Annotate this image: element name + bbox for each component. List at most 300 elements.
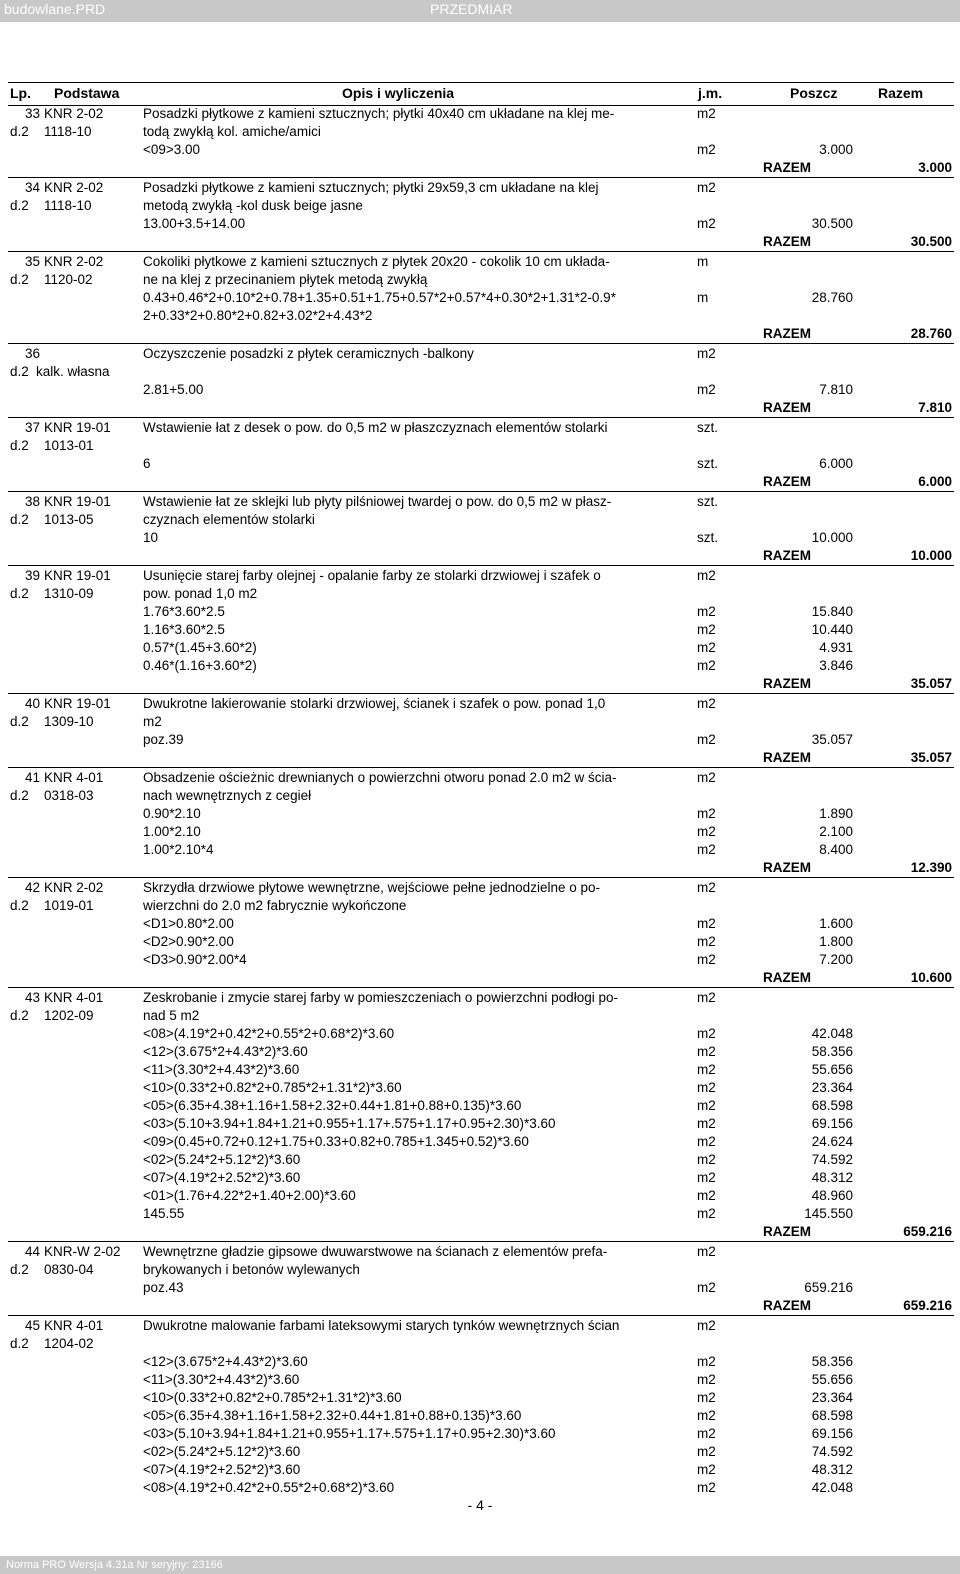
row-quantity: 58.356 — [811, 1354, 853, 1369]
row-unit: m2 — [697, 1244, 716, 1259]
razem-value: 10.000 — [910, 548, 952, 563]
row-text: metodą zwykłą -kol dusk beige jasne — [143, 198, 363, 213]
entry-basis: KNR 19-01 1309-10 — [44, 696, 111, 729]
row-text: <03>(5.10+3.94+1.84+1.21+0.955+1.17+.575+1.17+0.95+2.30)*3.60 — [143, 1116, 556, 1131]
calc-row — [143, 529, 954, 547]
table-entry — [8, 768, 954, 878]
row-text: Dwukrotne malowanie farbami lateksowymi starych tynków wewnętrznych ścian — [143, 1318, 620, 1333]
razem-value: 35.057 — [910, 750, 952, 765]
row-quantity: 10.000 — [811, 530, 853, 545]
entry-basis: KNR 2-02 1118-10 — [44, 180, 104, 213]
razem-label: RAZEM — [763, 326, 811, 341]
row-text: <02>(5.24*2+5.12*2)*3.60 — [143, 1152, 301, 1167]
row-text: <03>(5.10+3.94+1.84+1.21+0.955+1.17+.575+1.17+0.95+2.30)*3.60 — [143, 1426, 556, 1441]
table-entry — [8, 1316, 954, 1497]
row-unit: m — [697, 254, 709, 269]
row-text: 1.16*3.60*2.5 — [143, 622, 225, 637]
calc-row — [143, 1479, 954, 1497]
row-quantity: 74.592 — [811, 1444, 853, 1459]
row-quantity: 3.000 — [819, 142, 853, 157]
entry-basis: KNR 19-01 1013-05 — [44, 494, 111, 527]
row-quantity: 69.156 — [811, 1426, 853, 1441]
row-unit: m2 — [697, 990, 716, 1005]
razem-label: RAZEM — [763, 1298, 811, 1313]
row-unit: m2 — [697, 1426, 716, 1441]
entry-basis: KNR 4-01 1202-09 — [44, 990, 104, 1023]
razem-row — [143, 159, 954, 177]
entry-basis: KNR 19-01 1013-01 — [44, 420, 111, 453]
row-text: poz.39 — [143, 732, 184, 747]
calc-row — [143, 1061, 954, 1079]
row-quantity: 10.440 — [811, 622, 853, 637]
table-entry — [8, 878, 954, 988]
col-jm: j.m. — [698, 85, 723, 101]
row-text: <08>(4.19*2+0.42*2+0.55*2+0.68*2)*3.60 — [143, 1480, 395, 1495]
calc-row — [143, 1097, 954, 1115]
razem-label: RAZEM — [763, 970, 811, 985]
row-quantity: 68.598 — [811, 1098, 853, 1113]
razem-value: 7.810 — [918, 400, 952, 415]
razem-label: RAZEM — [763, 474, 811, 489]
razem-value: 35.057 — [910, 676, 952, 691]
calc-row — [143, 1443, 954, 1461]
table-entry — [8, 344, 954, 418]
calc-row — [143, 307, 954, 325]
row-quantity: 8.400 — [819, 842, 853, 857]
header-doc-title: PRZEDMIAR — [430, 1, 513, 17]
row-quantity: 23.364 — [811, 1080, 853, 1095]
calc-row — [143, 1279, 954, 1297]
table-entry — [8, 418, 954, 492]
row-quantity: 48.960 — [811, 1188, 853, 1203]
razem-value: 6.000 — [918, 474, 952, 489]
calc-row — [143, 1115, 954, 1133]
row-unit: m2 — [697, 1098, 716, 1113]
entry-number: 34 d.2 — [10, 180, 40, 213]
razem-row — [143, 233, 954, 251]
row-text: todą zwykłą kol. amiche/amici — [143, 124, 321, 139]
row-quantity: 55.656 — [811, 1372, 853, 1387]
row-text: Obsadzenie ościeżnic drewnianych o powierzchni otworu ponad 2.0 m2 w ścia- — [143, 770, 617, 785]
calc-row — [143, 1461, 954, 1479]
calc-row — [143, 215, 954, 233]
col-opis: Opis i wyliczenia — [342, 85, 455, 101]
row-unit: m2 — [697, 1390, 716, 1405]
entry-basis: KNR 4-01 0318-03 — [44, 770, 104, 803]
calc-row — [143, 253, 954, 271]
table-entry — [8, 566, 954, 694]
row-quantity: 69.156 — [811, 1116, 853, 1131]
calc-row — [143, 1353, 954, 1371]
row-unit: m2 — [697, 842, 716, 857]
calc-row — [143, 603, 954, 621]
razem-row — [143, 749, 954, 767]
entry-number: 38 d.2 — [10, 494, 40, 527]
calc-row — [143, 1389, 954, 1407]
entry-basis: KNR 4-01 1204-02 — [44, 1318, 104, 1351]
row-quantity: 15.840 — [811, 604, 853, 619]
row-text: 1.00*2.10 — [143, 824, 201, 839]
row-unit: m2 — [697, 880, 716, 895]
row-text: Posadzki płytkowe z kamieni sztucznych; płytki 40x40 cm układane na klej me- — [143, 106, 615, 121]
entry-number: 43 d.2 — [10, 990, 40, 1023]
entry-basis: KNR 19-01 1310-09 — [44, 568, 111, 601]
row-unit: m2 — [697, 1480, 716, 1495]
razem-row — [143, 547, 954, 565]
table-entry — [8, 252, 954, 344]
row-unit: m2 — [697, 732, 716, 747]
row-unit: m2 — [697, 1116, 716, 1131]
razem-label: RAZEM — [763, 750, 811, 765]
calc-row — [143, 419, 954, 437]
row-text: <D2>0.90*2.00 — [143, 934, 234, 949]
row-unit: m2 — [697, 770, 716, 785]
col-poszcz: Poszcz — [790, 85, 838, 101]
calc-row — [143, 639, 954, 657]
razem-label: RAZEM — [763, 676, 811, 691]
col-razem: Razem — [878, 85, 924, 101]
row-unit: m2 — [697, 824, 716, 839]
calc-row — [143, 123, 954, 141]
row-unit: m2 — [697, 382, 716, 397]
row-text: 2.81+5.00 — [143, 382, 204, 397]
row-unit: szt. — [697, 420, 719, 435]
calc-row — [143, 989, 954, 1007]
entry-basis: KNR 2-02 1019-01 — [44, 880, 104, 913]
razem-value: 28.760 — [910, 326, 952, 341]
row-text: 0.90*2.10 — [143, 806, 201, 821]
calc-row — [143, 437, 954, 455]
row-quantity: 1.890 — [819, 806, 853, 821]
col-podstawa: Podstawa — [54, 85, 120, 101]
razem-label: RAZEM — [763, 1224, 811, 1239]
row-unit: m2 — [697, 1026, 716, 1041]
row-text: <02>(5.24*2+5.12*2)*3.60 — [143, 1444, 301, 1459]
table-entry — [8, 1242, 954, 1316]
row-unit: m2 — [697, 622, 716, 637]
calc-row — [143, 1243, 954, 1261]
row-quantity: 6.000 — [819, 456, 853, 471]
row-quantity: 7.200 — [819, 952, 853, 967]
row-unit: m2 — [697, 106, 716, 121]
entry-number: 39 d.2 — [10, 568, 40, 601]
calc-row — [143, 657, 954, 675]
calc-row — [143, 823, 954, 841]
row-text: Wstawienie łat z desek o pow. do 0,5 m2 w płaszczyznach elementów stolarki — [143, 420, 608, 435]
row-text: 6 — [143, 456, 151, 471]
calc-row — [143, 511, 954, 529]
row-text: Oczyszczenie posadzki z płytek ceramicznych -balkony — [143, 346, 474, 361]
row-text: 1.00*2.10*4 — [143, 842, 214, 857]
calc-row — [143, 1079, 954, 1097]
razem-value: 30.500 — [910, 234, 952, 249]
row-unit: m2 — [697, 1408, 716, 1423]
razem-row — [143, 1223, 954, 1241]
row-text: <07>(4.19*2+2.52*2)*3.60 — [143, 1170, 301, 1185]
calc-row — [143, 1043, 954, 1061]
row-quantity: 7.810 — [819, 382, 853, 397]
calc-row — [143, 179, 954, 197]
entry-basis: KNR 2-02 1120-02 — [44, 254, 104, 287]
razem-label: RAZEM — [763, 400, 811, 415]
calc-row — [143, 805, 954, 823]
row-unit: m2 — [697, 1318, 716, 1333]
row-unit: m2 — [697, 916, 716, 931]
calc-row — [143, 493, 954, 511]
row-text: <12>(3.675*2+4.43*2)*3.60 — [143, 1044, 308, 1059]
row-text: <07>(4.19*2+2.52*2)*3.60 — [143, 1462, 301, 1477]
row-unit: m2 — [697, 1134, 716, 1149]
entry-number: 36 d.2 — [10, 346, 40, 379]
calc-row — [143, 1425, 954, 1443]
row-text: Wewnętrzne gładzie gipsowe dwuwarstwowe na ścianach z elementów prefa- — [143, 1244, 608, 1259]
row-text: <05>(6.35+4.38+1.16+1.58+2.32+0.44+1.81+0.88+0.135)*3.60 — [143, 1098, 522, 1113]
razem-label: RAZEM — [763, 548, 811, 563]
calc-row — [143, 455, 954, 473]
row-text: 0.43+0.46*2+0.10*2+0.78+1.35+0.51+1.75+0.57*2+0.57*4+0.30*2+1.31*2-0.9* — [143, 290, 616, 305]
row-unit: m2 — [697, 216, 716, 231]
razem-row — [143, 325, 954, 343]
row-unit: m2 — [697, 1444, 716, 1459]
row-text: Usunięcie starej farby olejnej - opalanie farby ze stolarki drzwiowej i szafek o — [143, 568, 601, 583]
razem-label: RAZEM — [763, 234, 811, 249]
calc-row — [143, 1261, 954, 1279]
row-unit: m2 — [697, 952, 716, 967]
row-text: ne na klej z przecinaniem płytek metodą zwykłą — [143, 272, 428, 287]
calc-row — [143, 141, 954, 159]
calc-row — [143, 769, 954, 787]
entry-number: 44 d.2 — [10, 1244, 40, 1277]
row-unit: m2 — [697, 568, 716, 583]
entry-number: 37 d.2 — [10, 420, 40, 453]
calc-row — [143, 731, 954, 749]
calc-row — [143, 105, 954, 123]
row-quantity: 2.100 — [819, 824, 853, 839]
entry-number: 35 d.2 — [10, 254, 40, 287]
table-entry — [8, 694, 954, 768]
header-app-name: budowlane.PRD — [4, 1, 106, 17]
row-quantity: 3.846 — [819, 658, 853, 673]
calc-row — [143, 915, 954, 933]
razem-row — [143, 969, 954, 987]
calc-row — [143, 1205, 954, 1223]
row-text: pow. ponad 1,0 m2 — [143, 586, 258, 601]
table-entry — [8, 178, 954, 252]
table-entry — [8, 988, 954, 1242]
calc-row — [143, 879, 954, 897]
row-quantity: 23.364 — [811, 1390, 853, 1405]
row-text: <10>(0.33*2+0.82*2+0.785*2+1.31*2)*3.60 — [143, 1390, 402, 1405]
razem-row — [143, 1297, 954, 1315]
row-text: <10>(0.33*2+0.82*2+0.785*2+1.31*2)*3.60 — [143, 1080, 402, 1095]
calc-row — [143, 1187, 954, 1205]
row-unit: m — [697, 290, 709, 305]
row-text: nad 5 m2 — [143, 1008, 200, 1023]
row-text: <05>(6.35+4.38+1.16+1.58+2.32+0.44+1.81+0.88+0.135)*3.60 — [143, 1408, 522, 1423]
row-text: <01>(1.76+4.22*2+1.40+2.00)*3.60 — [143, 1188, 356, 1203]
row-text: 2+0.33*2+0.80*2+0.82+3.02*2+4.43*2 — [143, 308, 373, 323]
entry-number: 40 d.2 — [10, 696, 40, 729]
row-text: 13.00+3.5+14.00 — [143, 216, 246, 231]
calc-row — [143, 1025, 954, 1043]
row-unit: m2 — [697, 346, 716, 361]
row-quantity: 42.048 — [811, 1480, 853, 1495]
row-unit: m2 — [697, 604, 716, 619]
row-unit: m2 — [697, 658, 716, 673]
row-quantity: 145.550 — [804, 1206, 853, 1221]
page-header — [0, 0, 960, 22]
entry-basis: KNR 2-02 1118-10 — [44, 106, 104, 139]
row-quantity: 48.312 — [811, 1462, 853, 1477]
row-quantity: 1.800 — [819, 934, 853, 949]
calc-row — [143, 951, 954, 969]
row-text: <11>(3.30*2+4.43*2)*3.60 — [143, 1372, 300, 1387]
razem-value: 659.216 — [903, 1224, 952, 1239]
row-unit: m2 — [697, 1206, 716, 1221]
row-text: czyznach elementów stolarki — [143, 512, 315, 527]
row-text: Skrzydła drzwiowe płytowe wewnętrzne, wejściowe pełne jednodzielne o po- — [143, 880, 600, 895]
row-text: Wstawienie łat ze sklejki lub płyty pilśniowej twardej o pow. do 0,5 m2 w płasz- — [143, 494, 612, 509]
row-unit: m2 — [697, 142, 716, 157]
razem-value: 3.000 — [918, 160, 952, 175]
row-unit: m2 — [697, 1462, 716, 1477]
row-text: 145.55 — [143, 1206, 185, 1221]
calc-row — [143, 585, 954, 603]
razem-label: RAZEM — [763, 160, 811, 175]
page-number: - 4 - — [467, 1497, 493, 1513]
row-text: <D3>0.90*2.00*4 — [143, 952, 247, 967]
row-unit: m2 — [697, 1062, 716, 1077]
razem-row — [143, 675, 954, 693]
column-header-row — [8, 82, 954, 106]
row-text: Dwukrotne lakierowanie stolarki drzwiowej, ścianek i szafek o pow. ponad 1,0 — [143, 696, 606, 711]
row-quantity: 48.312 — [811, 1170, 853, 1185]
row-unit: m2 — [697, 1170, 716, 1185]
row-unit: m2 — [697, 1080, 716, 1095]
razem-value: 12.390 — [910, 860, 952, 875]
table-entry — [8, 104, 954, 178]
calc-row — [143, 841, 954, 859]
row-quantity: 659.216 — [804, 1280, 853, 1295]
row-text: Zeskrobanie i zmycie starej farby w pomieszczeniach o powierzchni podłogi po- — [143, 990, 618, 1005]
row-text: brykowanych i betonów wylewanych — [143, 1262, 360, 1277]
row-text: <09>3.00 — [143, 142, 201, 157]
calc-row — [143, 1335, 954, 1353]
calc-row — [143, 1169, 954, 1187]
entry-number: 33 d.2 — [10, 106, 40, 139]
row-unit: m2 — [697, 934, 716, 949]
row-text: m2 — [143, 714, 162, 729]
entry-basis: KNR-W 2-02 0830-04 — [44, 1244, 121, 1277]
row-text: wierzchni do 2.0 m2 fabrycznie wykończone — [143, 898, 407, 913]
row-unit: m2 — [697, 806, 716, 821]
razem-row — [143, 859, 954, 877]
row-unit: m2 — [697, 1372, 716, 1387]
page-footer — [0, 1556, 960, 1574]
calc-row — [143, 271, 954, 289]
calc-row — [143, 1007, 954, 1025]
row-unit: m2 — [697, 180, 716, 195]
row-unit: m2 — [697, 1280, 716, 1295]
calc-row — [143, 1151, 954, 1169]
row-unit: m2 — [697, 1354, 716, 1369]
row-text: 1.76*3.60*2.5 — [143, 604, 225, 619]
razem-value: 10.600 — [910, 970, 952, 985]
razem-row — [143, 399, 954, 417]
row-text: 0.46*(1.16+3.60*2) — [143, 658, 257, 673]
row-text: poz.43 — [143, 1280, 184, 1295]
calc-row — [143, 933, 954, 951]
table-entry — [8, 492, 954, 566]
row-quantity: 42.048 — [811, 1026, 853, 1041]
row-text: nach wewnętrznych z cegieł — [143, 788, 312, 803]
row-unit: m2 — [697, 640, 716, 655]
calc-row — [143, 289, 954, 307]
row-text: Posadzki płytkowe z kamieni sztucznych; płytki 29x59,3 cm układane na klej — [143, 180, 599, 195]
calc-row — [143, 1371, 954, 1389]
row-unit: m2 — [697, 1044, 716, 1059]
row-unit: m2 — [697, 696, 716, 711]
row-quantity: 35.057 — [811, 732, 853, 747]
row-quantity: 74.592 — [811, 1152, 853, 1167]
row-text: <08>(4.19*2+0.42*2+0.55*2+0.68*2)*3.60 — [143, 1026, 395, 1041]
entry-number: 45 d.2 — [10, 1318, 40, 1351]
calc-row — [143, 567, 954, 585]
row-text: <12>(3.675*2+4.43*2)*3.60 — [143, 1354, 308, 1369]
calc-row — [143, 197, 954, 215]
row-quantity: 30.500 — [811, 216, 853, 231]
calc-row — [143, 363, 954, 381]
row-text: <09>(0.45+0.72+0.12+1.75+0.33+0.82+0.785+1.345+0.52)*3.60 — [143, 1134, 529, 1149]
row-text: <D1>0.80*2.00 — [143, 916, 234, 931]
row-unit: m2 — [697, 1152, 716, 1167]
row-quantity: 1.600 — [819, 916, 853, 931]
cost-table — [8, 104, 954, 1497]
entry-basis: kalk. własna — [36, 364, 110, 379]
calc-row — [143, 1133, 954, 1151]
razem-value: 659.216 — [903, 1298, 952, 1313]
calc-row — [143, 1407, 954, 1425]
row-unit: szt. — [697, 456, 719, 471]
row-quantity: 28.760 — [811, 290, 853, 305]
row-text: 10 — [143, 530, 159, 545]
row-unit: m2 — [697, 1188, 716, 1203]
entry-number: 42 d.2 — [10, 880, 40, 913]
row-quantity: 58.356 — [811, 1044, 853, 1059]
row-quantity: 4.931 — [819, 640, 853, 655]
calc-row — [143, 1317, 954, 1335]
entry-number: 41 d.2 — [10, 770, 40, 803]
razem-label: RAZEM — [763, 860, 811, 875]
calc-row — [143, 897, 954, 915]
calc-row — [143, 381, 954, 399]
row-quantity: 24.624 — [811, 1134, 853, 1149]
row-quantity: 55.656 — [811, 1062, 853, 1077]
calc-row — [143, 621, 954, 639]
col-lp: Lp. — [10, 85, 31, 101]
razem-row — [143, 473, 954, 491]
row-unit: szt. — [697, 530, 719, 545]
calc-row — [143, 713, 954, 731]
footer-text: Norma PRO Wersja 4.31a Nr seryjny: 23166 — [6, 1559, 223, 1571]
calc-row — [143, 695, 954, 713]
row-text: Cokoliki płytkowe z kamieni sztucznych z płytek 20x20 - cokolik 10 cm układa- — [143, 254, 610, 269]
row-unit: szt. — [697, 494, 719, 509]
row-text: <11>(3.30*2+4.43*2)*3.60 — [143, 1062, 300, 1077]
row-quantity: 68.598 — [811, 1408, 853, 1423]
calc-row — [143, 345, 954, 363]
row-text: 0.57*(1.45+3.60*2) — [143, 640, 257, 655]
